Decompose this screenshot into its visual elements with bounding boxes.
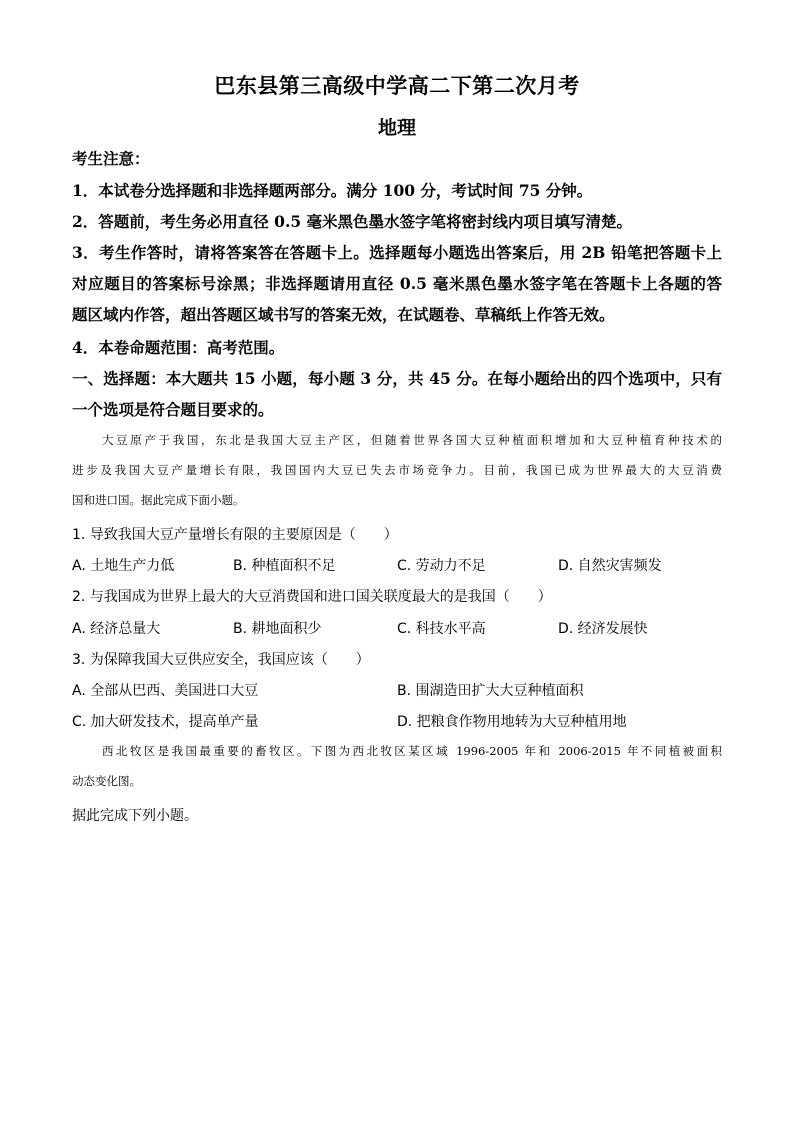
notice-item-3-end: 题区域内作答，超出答题区域书写的答案无效，在试题卷、草稿纸上作答无效。 xyxy=(72,305,615,324)
passage-soybean-line-2: 进步及我国大豆产量增长有限，我国国内大豆已失去市场竞争力。目前，我国已成为世界最大的大豆消费 xyxy=(72,463,722,477)
section-heading-cont: 一个选项是符合题目要求的。 xyxy=(72,400,274,419)
question-3-option-a: A. 全部从巴西、美国进口大豆 xyxy=(72,683,259,699)
notice-item-3: 3．考生作答时，请将答案答在答题卡上。选择题每小题选出答案后，用 2B 铅笔把答题卡上 xyxy=(72,243,722,262)
passage-grassland-line-1: 西北牧区是我国最重要的畜牧区。下图为西北牧区某区域 1996-2005 年和 2006-2015 年不同植被面积 xyxy=(102,744,722,758)
notice-item-4: 4．本卷命题范围：高考范围。 xyxy=(72,338,285,357)
question-3-option-d: D. 把粮食作物用地转为大豆种植用地 xyxy=(397,714,627,730)
subject-title: 地理 xyxy=(377,117,416,139)
page-title: 巴东县第三高级中学高二下第二次月考 xyxy=(214,73,580,98)
question-2-option-d: D. 经济发展快 xyxy=(558,621,648,637)
passage-grassland xyxy=(72,736,722,796)
question-3-option-b: B. 围湖造田扩大大豆种植面积 xyxy=(397,683,584,699)
question-1-option-c: C. 劳动力不足 xyxy=(397,558,486,574)
section-heading: 一、选择题：本大题共 15 小题，每小题 3 分，共 45 分。在每小题给出的四个选项中，只有 xyxy=(72,369,722,388)
passage-grassland-instruction: 据此完成下列小题。 xyxy=(72,808,198,824)
question-3-option-c: C. 加大研发技术，提高单产量 xyxy=(72,714,259,730)
passage-soybean-line-1: 大豆原产于我国，东北是我国大豆主产区，但随着世界各国大豆种植面积增加和大豆种植育种技术的 xyxy=(102,433,722,447)
question-1-stem: 1. 导致我国大豆产量增长有限的主要原因是（ ） xyxy=(72,527,398,543)
notice-heading: 考生注意： xyxy=(72,149,150,168)
notice-item-3-cont: 对应题目的答案标号涂黑；非选择题请用直径 0.5 毫米黑色墨水签字笔在答题卡上各题的答 xyxy=(72,274,722,293)
question-1-option-b: B. 种植面积不足 xyxy=(233,558,336,574)
question-2-option-b: B. 耕地面积少 xyxy=(233,621,322,637)
passage-soybean xyxy=(72,425,722,515)
question-3-stem: 3. 为保障我国大豆供应安全，我国应该（ ） xyxy=(72,652,370,668)
question-2-stem: 2. 与我国成为世界上最大的大豆消费国和进口国关联度最大的是我国（ ） xyxy=(72,589,552,605)
passage-grassland-line-2: 动态变化图。 xyxy=(72,774,141,788)
notice-item-2: 2．答题前，考生务必用直径 0.5 毫米黑色墨水签字笔将密封线内项目填写清楚。 xyxy=(72,212,633,231)
question-2-option-c: C. 科技水平高 xyxy=(397,621,486,637)
notice-item-1: 1．本试卷分选择题和非选择题两部分。满分 100 分，考试时间 75 分钟。 xyxy=(72,181,593,200)
question-1-option-a: A. 土地生产力低 xyxy=(72,558,175,574)
passage-soybean-line-3: 国和进口国。据此完成下面小题。 xyxy=(72,493,245,507)
question-2-option-a: A. 经济总量大 xyxy=(72,621,161,637)
question-1-option-d: D. 自然灾害频发 xyxy=(558,558,662,574)
